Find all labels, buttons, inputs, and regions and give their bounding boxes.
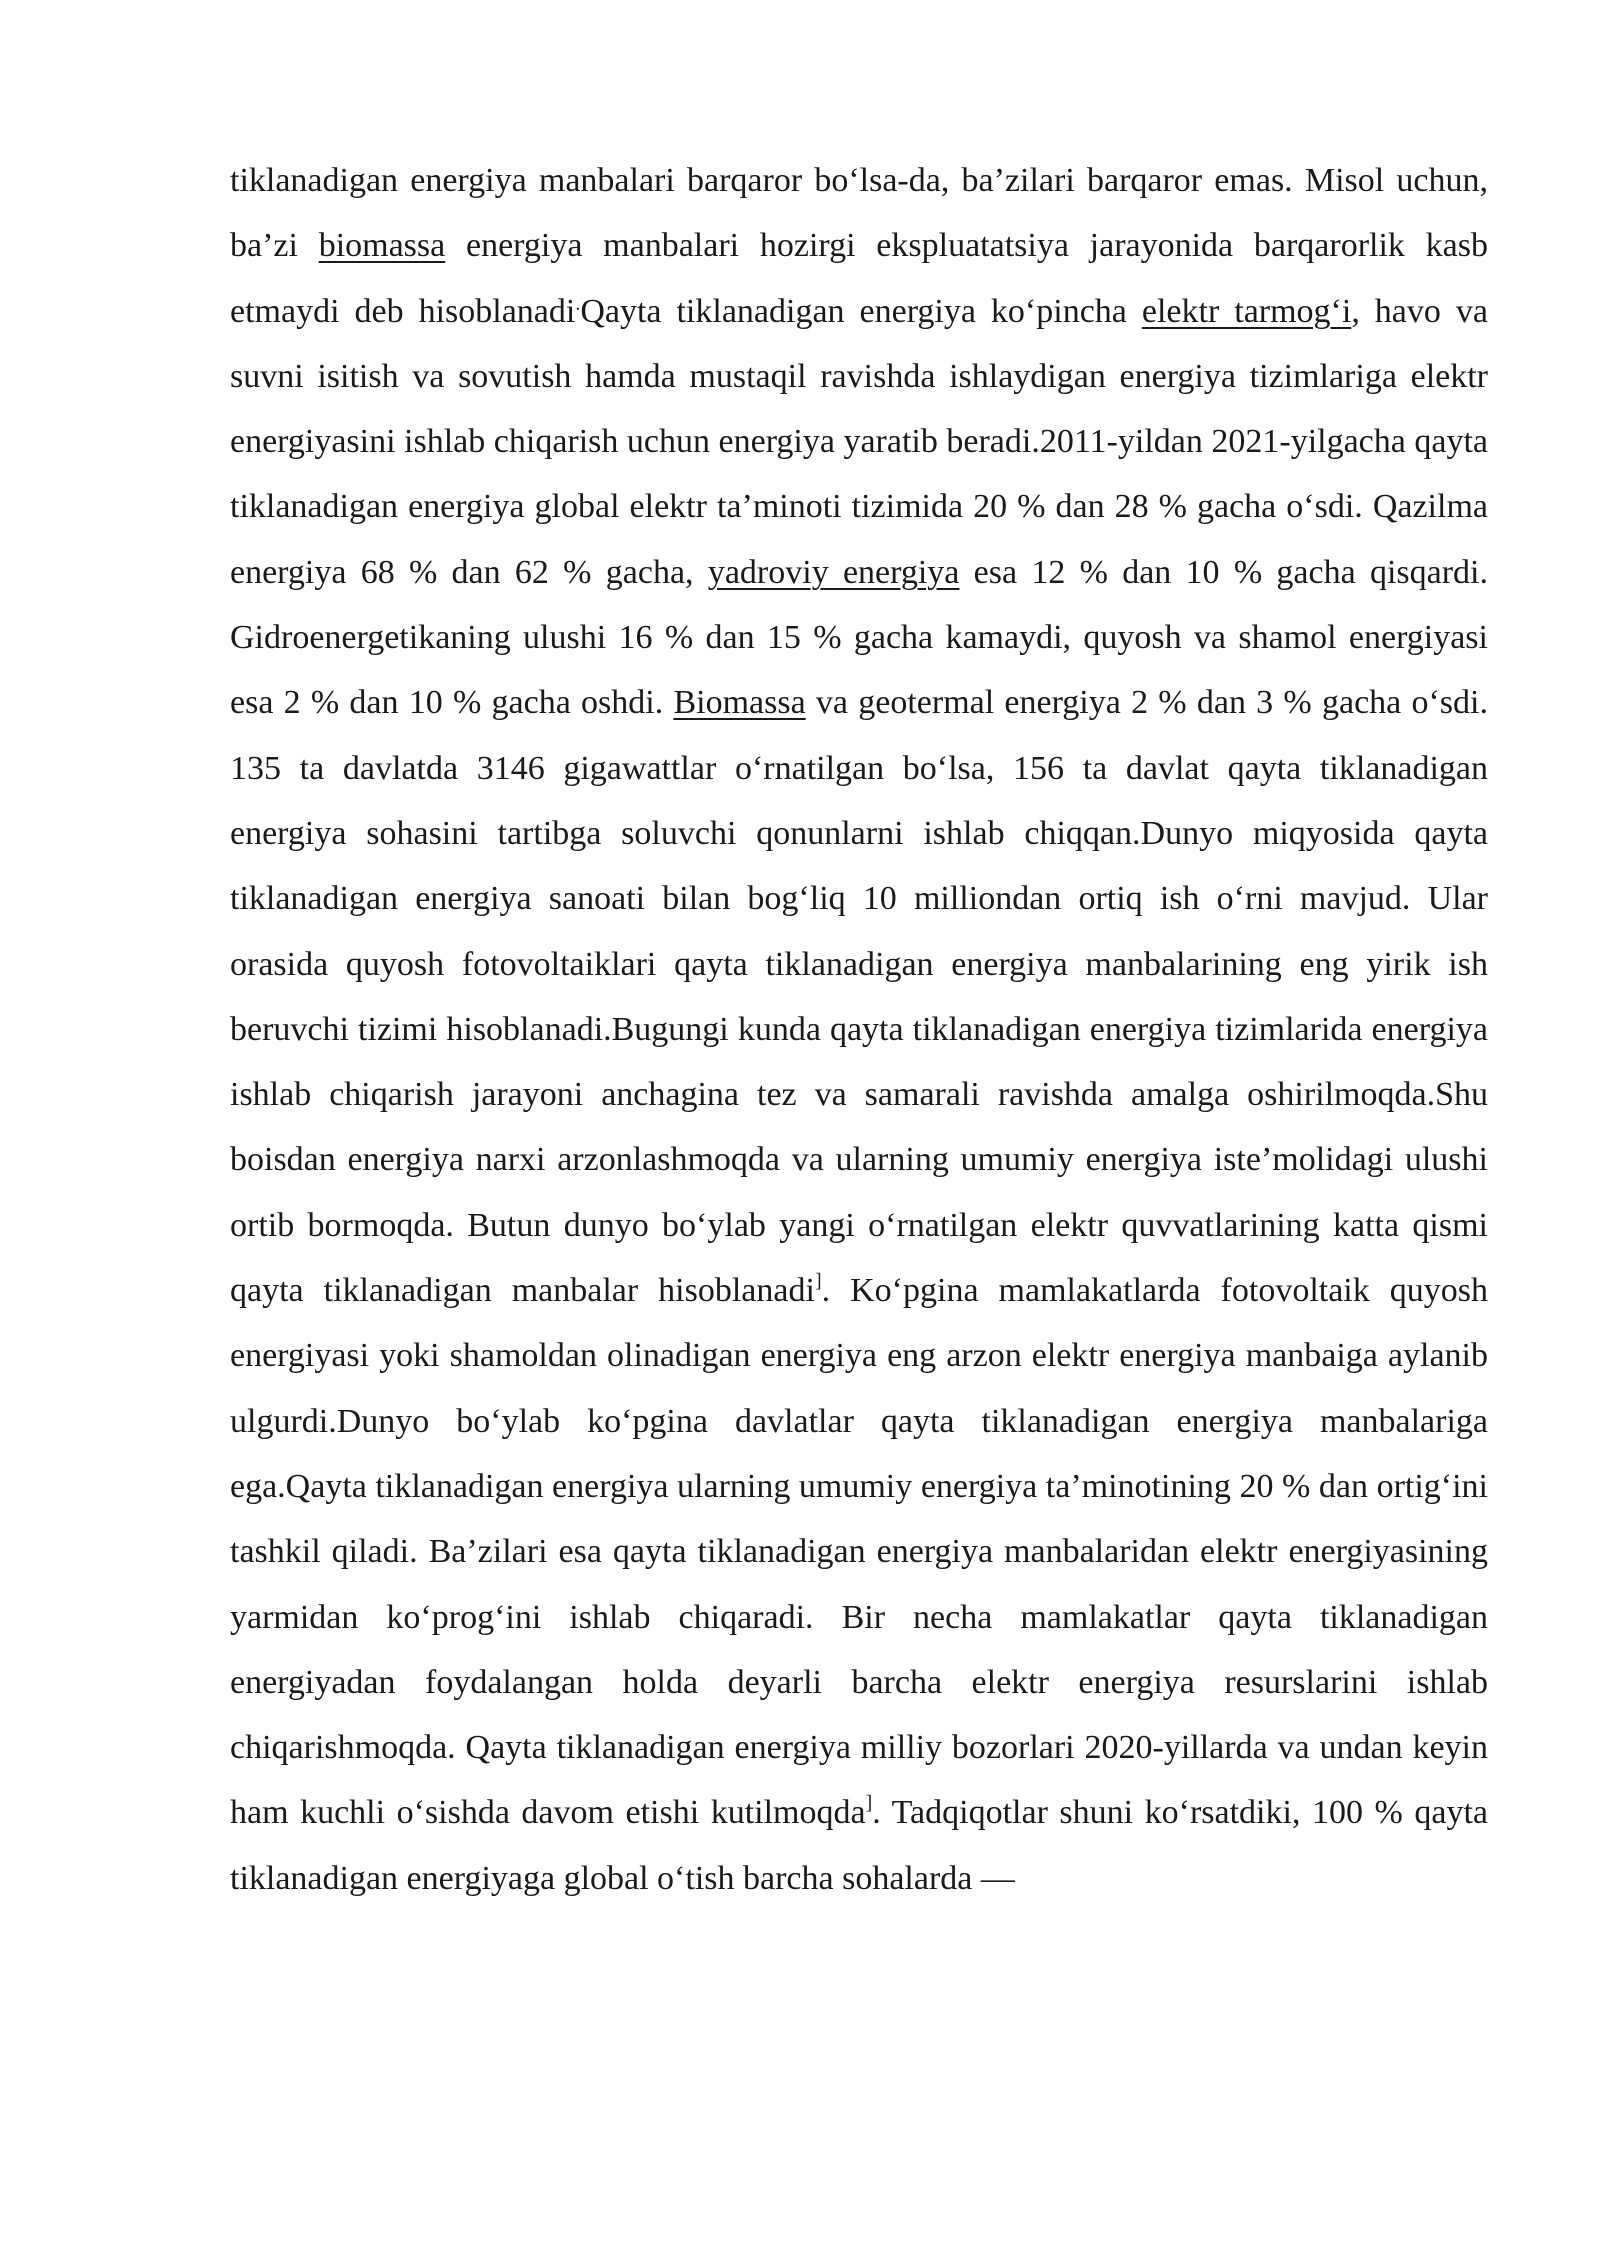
text-segment: . Tadqiqotlar shuni ko‘rsatdiki, 100 % qayta tiklanadigan energiyaga global o‘tish barcha sohalarda —	[230, 1794, 1488, 1897]
text-segment: esa 12 % dan 10 % gacha qisqardi. Gidroenergetikaning ulushi 16 % dan 15 % gacha kamaydi, quyosh va shamol energiyasi esa 2 % dan 10 % gacha oshdi.	[230, 553, 1488, 722]
superscript-dot: .	[575, 292, 581, 315]
link-yadroviy-energiya[interactable]: yadroviy energiya	[707, 553, 960, 591]
text-segment: , havo va suvni isitish va sovutish hamda mustaqil ravishda ishlaydigan energiya tizimlariga elektr energiyasini ishlab chiqarish uchun energiya yaratib beradi.2011-yildan 2021-yilgacha qayta tiklanadigan energiya global elektr ta’minoti tizimida 20 % dan 28 % gacha o‘sdi. Qazilma energiya 68 % dan 62 % gacha,	[230, 292, 1488, 591]
link-biomassa-2[interactable]: Biomassa	[673, 684, 806, 722]
footnote-ref-1[interactable]: ]	[814, 1270, 822, 1293]
paragraph	[230, 148, 1488, 1911]
text-segment: tiklanadigan energiya manbalari barqaror bo‘lsa-da, ba’zilari barqaror emas. Misol uchun, ba’zi	[230, 162, 1488, 265]
link-elektr-tarmogi[interactable]: elektr tarmog‘i	[1141, 292, 1352, 330]
body-text	[230, 148, 1488, 1911]
text-segment: Qayta tiklanadigan energiya ko‘pincha	[580, 292, 1142, 330]
link-biomassa[interactable]: biomassa	[318, 227, 446, 265]
text-segment: energiya manbalari hozirgi ekspluatatsiya jarayonida barqarorlik kasb etmaydi deb hisoblanadi	[230, 227, 1488, 330]
footnote-ref-2[interactable]: ]	[865, 1792, 873, 1815]
text-segment: . Ko‘pgina mamlakatlarda fotovoltaik quyosh energiyasi yoki shamoldan olinadigan energiya eng arzon elektr energiya manbaiga aylanib ulgurdi.Dunyo bo‘ylab ko‘pgina davlatlar qayta tiklanadigan energiya manbalariga ega.Qayta tiklanadigan energiya ularning umumiy energiya ta’minotining 20 % dan ortig‘ini tashkil qiladi. Ba’zilari esa qayta tiklanadigan energiya manbalaridan elektr energiyasining yarmidan ko‘prog‘ini ishlab chiqaradi. Bir necha mamlakatlar qayta tiklanadigan energiyadan foydalangan holda deyarli barcha elektr energiya resurslarini ishlab chiqarishmoqda. Qayta tiklanadigan energiya milliy bozorlari 2020-yillarda va undan keyin ham kuchli o‘sishda davom etishi kutilmoqda	[230, 1272, 1488, 1832]
text-segment: va geotermal energiya 2 % dan 3 % gacha o‘sdi. 135 ta davlatda 3146 gigawattlar o‘rnatilgan bo‘lsa, 156 ta davlat qayta tiklanadigan energiya sohasini tartibga soluvchi qonunlarni ishlab chiqqan.Dunyo miqyosida qayta tiklanadigan energiya sanoati bilan bog‘liq 10 milliondan ortiq ish o‘rni mavjud. Ular orasida quyosh fotovoltaiklari qayta tiklanadigan energiya manbalarining eng yirik ish beruvchi tizimi hisoblanadi.Bugungi kunda qayta tiklanadigan energiya tizimlarida energiya ishlab chiqarish jarayoni anchagina tez va samarali ravishda amalga oshirilmoqda.Shu boisdan energiya narxi arzonlashmoqda va ularning umumiy energiya iste’molidagi ulushi ortib bormoqda. Butun dunyo bo‘ylab yangi o‘rnatilgan elektr quvvatlarining katta qismi qayta tiklanadigan manbalar hisoblanadi	[230, 684, 1488, 1310]
